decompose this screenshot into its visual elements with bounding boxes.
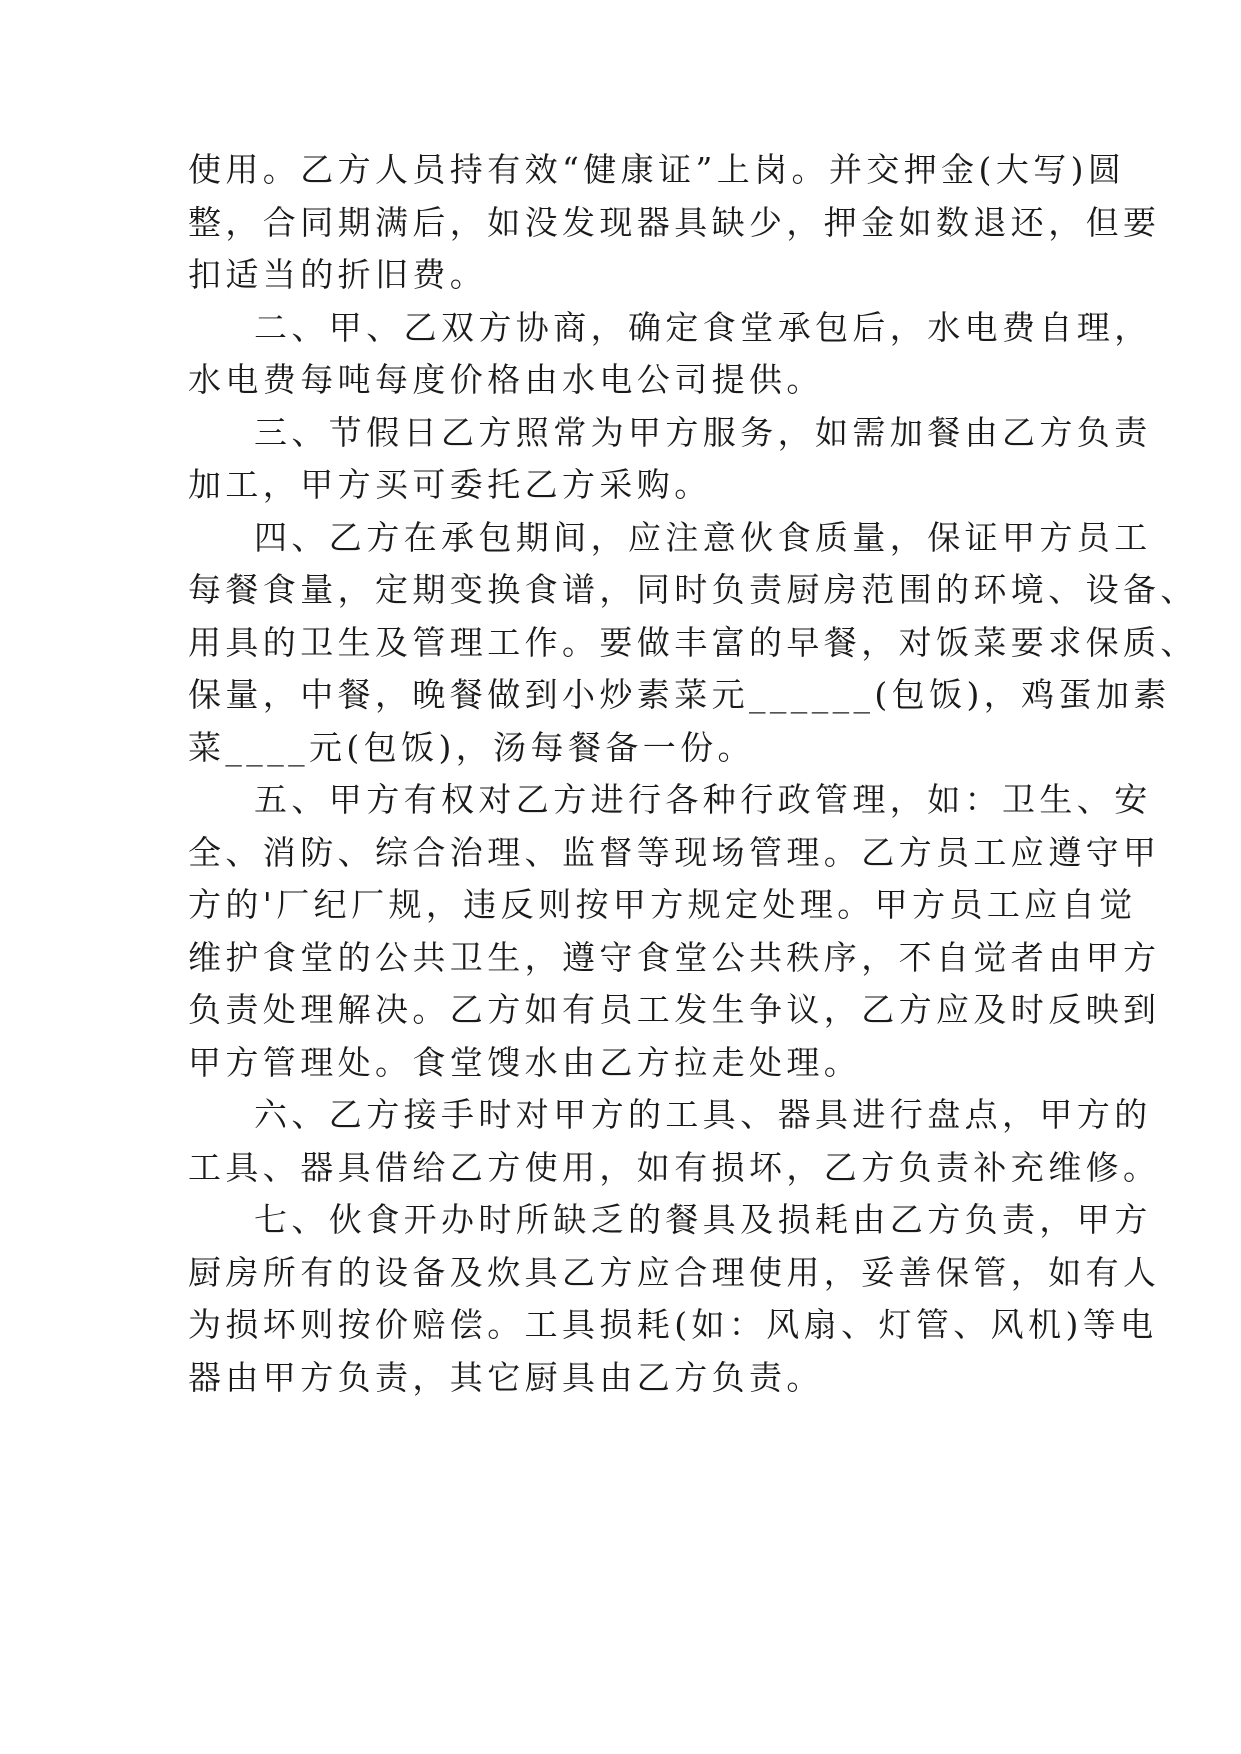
text-line: 厨房所有的设备及炊具乙方应合理使用，妥善保管，如有人: [188, 1253, 1161, 1292]
text-line: 维护食堂的公共卫生，遵守食堂公共秩序，不自觉者由甲方: [188, 938, 1161, 977]
text-line: 每餐食量，定期变换食谱，同时负责厨房范围的环境、设备、: [188, 570, 1198, 609]
text-line: 保量，中餐，晚餐做到小炒素菜元______(包饭)，鸡蛋加素: [188, 675, 1171, 714]
text-line: 加工，甲方买可委托乙方采购。: [188, 465, 712, 504]
text-line: 为损坏则按价赔偿。工具损耗(如：风扇、灯管、风机)等电: [188, 1305, 1158, 1344]
text-line: 扣适当的折旧费。: [188, 255, 488, 294]
clause-2-start: 二、甲、乙双方协商，确定食堂承包后，水电费自理，: [254, 308, 1152, 347]
clause-4-start: 四、乙方在承包期间，应注意伙食质量，保证甲方员工: [254, 518, 1152, 557]
text-line: 使用。乙方人员持有效“健康证”上岗。并交押金(大写)圆: [188, 150, 1126, 189]
text-line: 菜____元(包饭)，汤每餐备一份。: [188, 728, 755, 767]
text-line: 方的'厂纪厂规，违反则按甲方规定处理。甲方员工应自觉: [188, 885, 1137, 924]
text-line: 器由甲方负责，其它厨具由乙方负责。: [188, 1358, 824, 1397]
text-line: 用具的卫生及管理工作。要做丰富的早餐，对饭菜要求保质、: [188, 623, 1198, 662]
clause-3-start: 三、节假日乙方照常为甲方服务，如需加餐由乙方负责: [254, 413, 1152, 452]
text-line: 工具、器具借给乙方使用，如有损坏，乙方负责补充维修。: [188, 1148, 1161, 1187]
text-line: 负责处理解决。乙方如有员工发生争议，乙方应及时反映到: [188, 990, 1161, 1029]
clause-6-start: 六、乙方接手时对甲方的工具、器具进行盘点，甲方的: [254, 1095, 1152, 1134]
clause-5-start: 五、甲方有权对乙方进行各种行政管理，如：卫生、安: [254, 780, 1152, 819]
text-line: 甲方管理处。食堂馊水由乙方拉走处理。: [188, 1043, 862, 1082]
text-line: 整，合同期满后，如没发现器具缺少，押金如数退还，但要: [188, 203, 1161, 242]
clause-7-start: 七、伙食开办时所缺乏的餐具及损耗由乙方负责，甲方: [254, 1200, 1152, 1239]
text-line: 全、消防、综合治理、监督等现场管理。乙方员工应遵守甲: [188, 833, 1161, 872]
text-line: 水电费每吨每度价格由水电公司提供。: [188, 360, 824, 399]
